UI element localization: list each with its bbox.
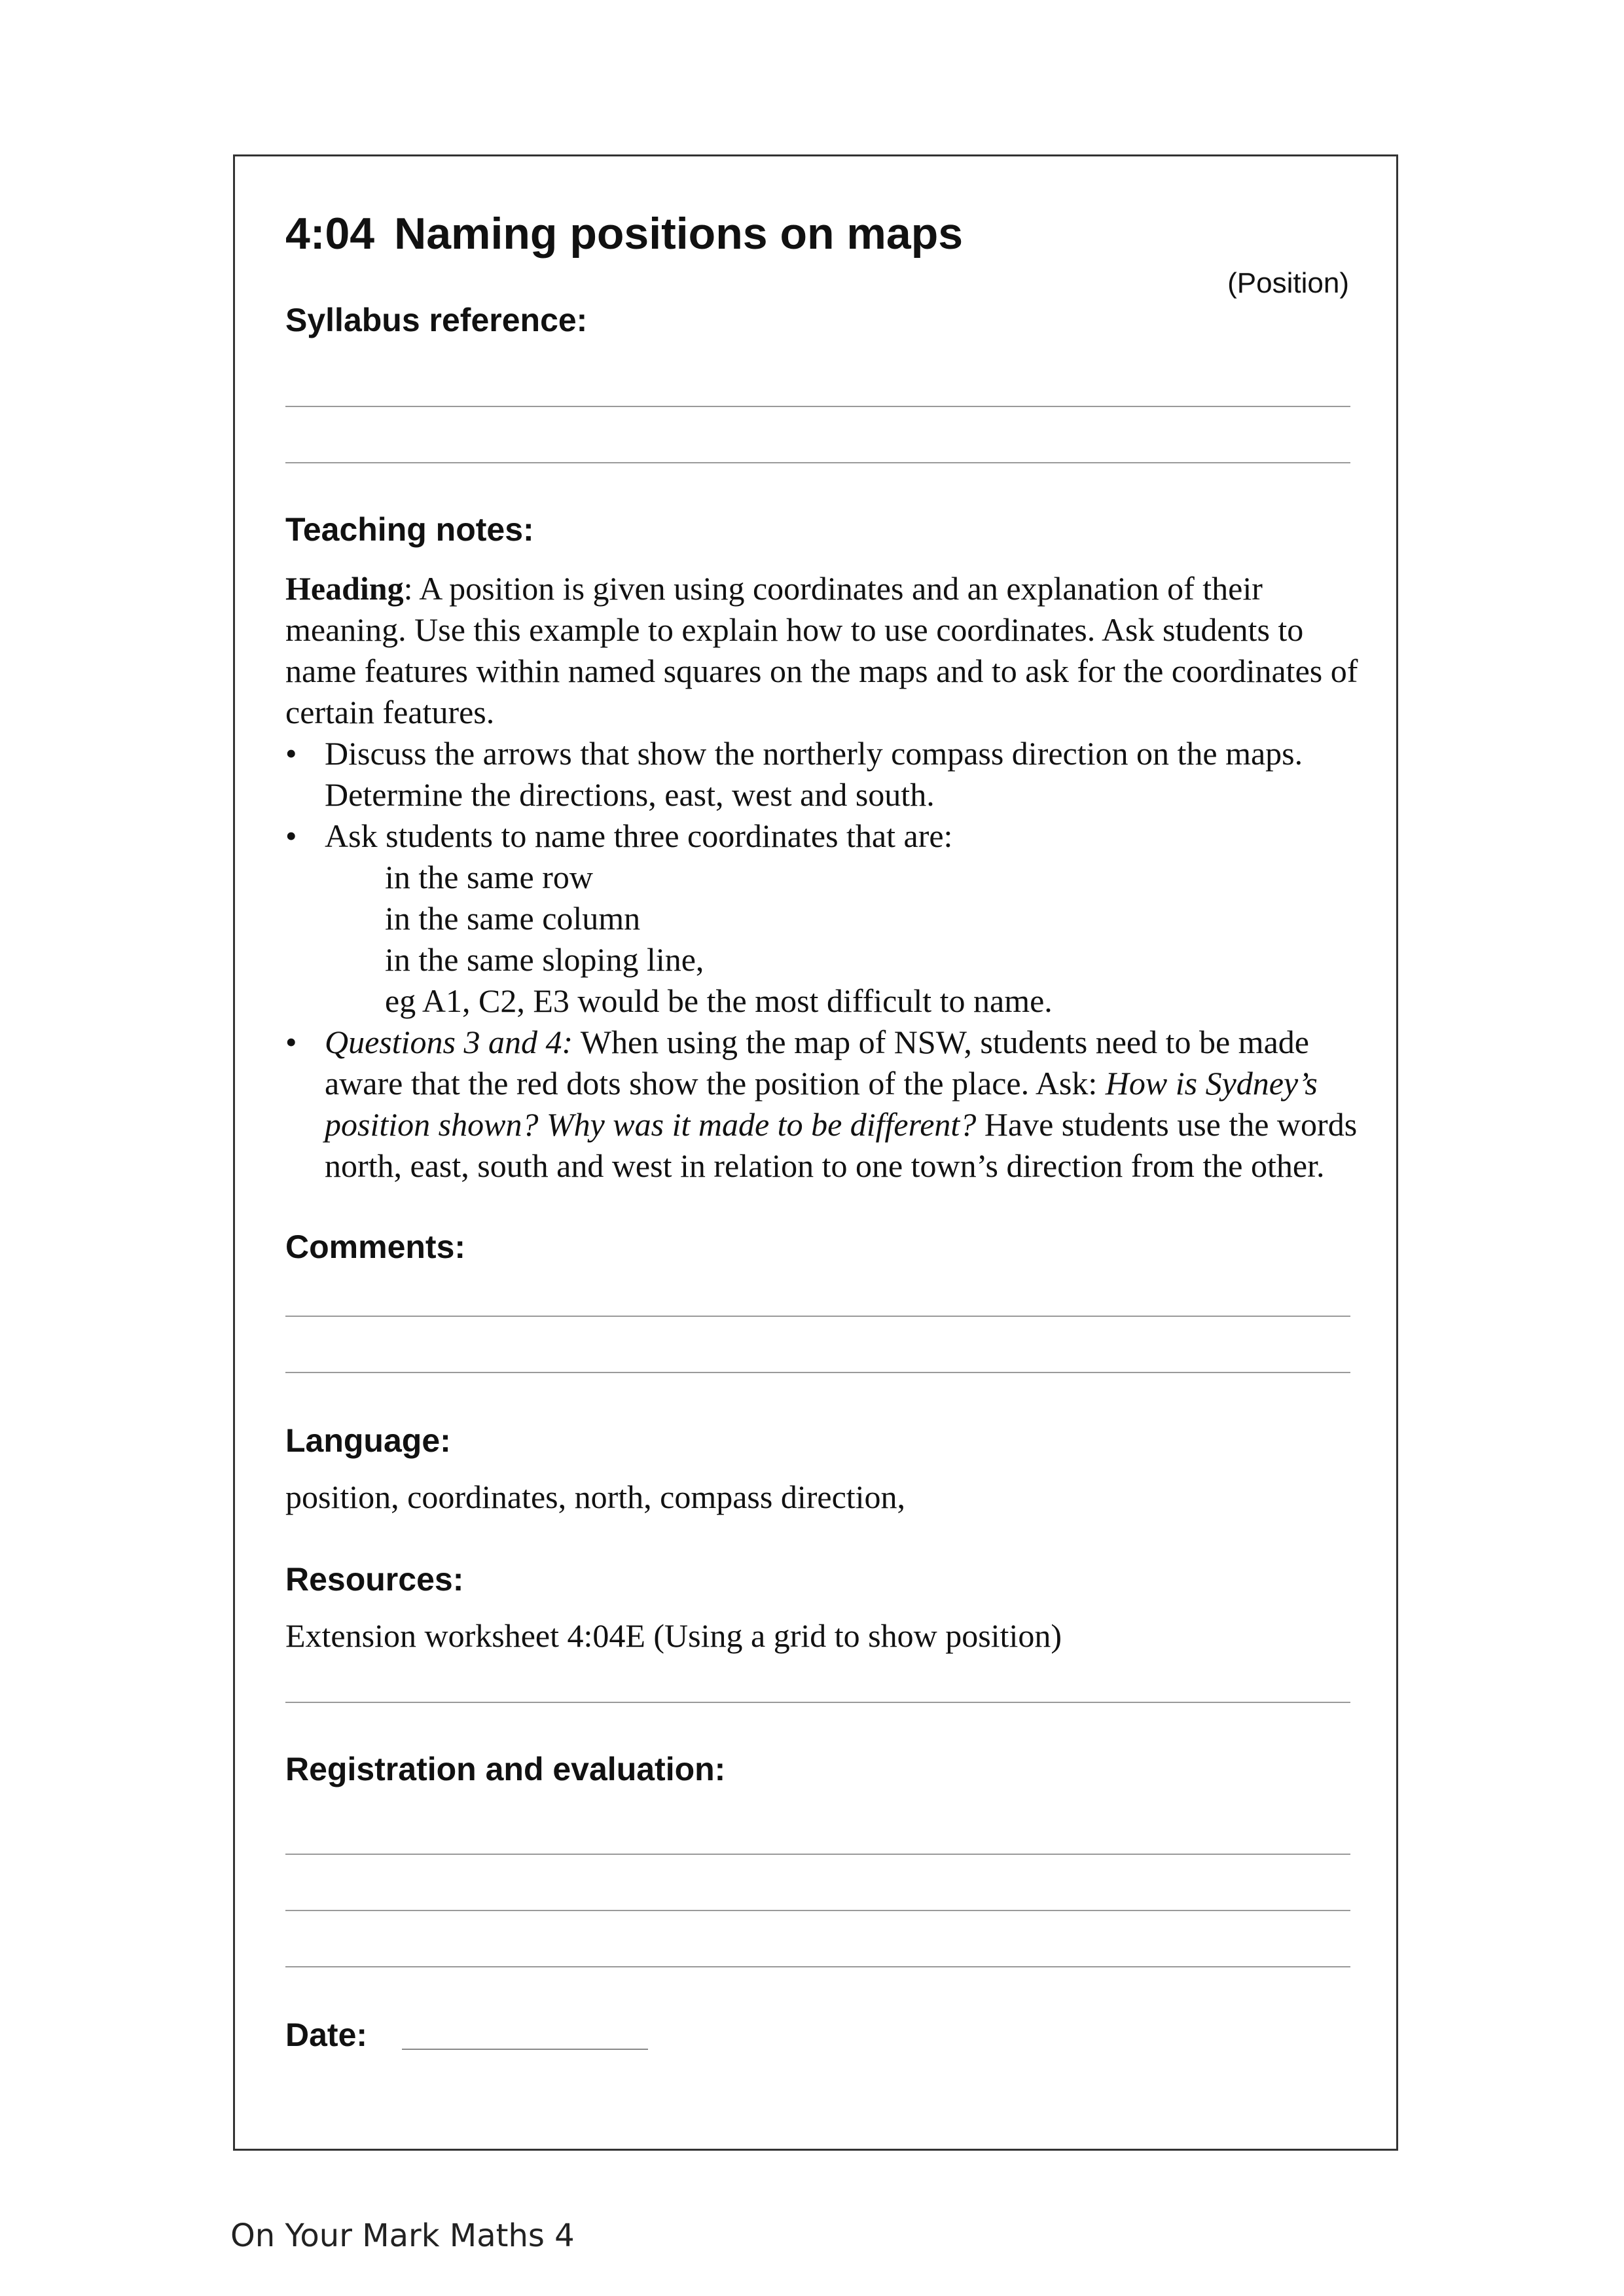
sub-item-sloping: in the same sloping line,	[385, 941, 704, 978]
registration-line-1[interactable]	[285, 1854, 1350, 1855]
syllabus-line-1[interactable]	[285, 406, 1350, 407]
registration-line-2[interactable]	[285, 1910, 1350, 1911]
section-number: 4:04	[285, 209, 375, 259]
comments-heading: Comments:	[285, 1229, 466, 1265]
bullet-2-text: Ask students to name three coordinates that are:	[325, 817, 953, 854]
intro-text: : A position is given using coordinates and an explanation of their meaning. Use this example to explain how to use coordinates. Ask students to name features within named squares on the maps and to ask for the coordinates of certain features.	[285, 570, 1358, 730]
date-line[interactable]	[402, 2049, 648, 2050]
footer-text: On Your Mark Maths 4	[230, 2217, 575, 2254]
intro-paragraph	[285, 568, 1359, 733]
bullet-3-text-1: When using the map of NSW, students need to be made aware that the red dots show the position of the place. Ask:	[325, 1024, 1309, 1102]
registration-line-3[interactable]	[285, 1966, 1350, 1967]
bullet-icon: •	[285, 1024, 297, 1060]
syllabus-heading: Syllabus reference:	[285, 302, 588, 338]
list-item	[285, 1022, 1359, 1187]
language-text: position, coordinates, north, compass direction,	[285, 1479, 906, 1515]
bullet-3-italic-1: Questions 3 and 4:	[325, 1024, 573, 1060]
bullet-2-tail: eg A1, C2, E3 would be the most difficult to name.	[385, 982, 1053, 1019]
language-heading: Language:	[285, 1422, 451, 1459]
registration-heading: Registration and evaluation:	[285, 1751, 726, 1787]
section-title: Naming positions on maps	[394, 209, 964, 259]
bullet-1-text: Discuss the arrows that show the northerly compass direction on the maps. Determine the directions, east, west and south.	[325, 735, 1303, 813]
resources-heading: Resources:	[285, 1561, 464, 1598]
category-label: (Position)	[1227, 267, 1349, 299]
list-item	[285, 816, 1359, 1022]
comments-line-1[interactable]	[285, 1316, 1350, 1317]
list-item	[285, 733, 1359, 816]
page-title	[285, 208, 963, 259]
teaching-bullets	[285, 733, 1359, 1187]
teaching-notes-heading: Teaching notes:	[285, 511, 534, 548]
sub-item-row: in the same row	[385, 859, 593, 895]
date-label: Date:	[285, 2017, 368, 2053]
bullet-icon: •	[285, 817, 297, 854]
resources-line[interactable]	[285, 1702, 1350, 1703]
sub-item-column: in the same column	[385, 900, 641, 937]
resources-text: Extension worksheet 4:04E (Using a grid to show position)	[285, 1617, 1062, 1654]
syllabus-line-2[interactable]	[285, 462, 1350, 463]
comments-line-2[interactable]	[285, 1372, 1350, 1373]
teaching-notes-body	[285, 568, 1359, 1187]
bullet-3-italic-2: How is Sydney’s position shown? Why was it made to be different?	[325, 1065, 1318, 1143]
intro-bold: Heading	[285, 570, 404, 607]
bullet-icon: •	[285, 735, 297, 772]
bullet-3-text-2: Have students use the words north, east, south and west in relation to one town’s direction from the other.	[325, 1106, 1358, 1184]
